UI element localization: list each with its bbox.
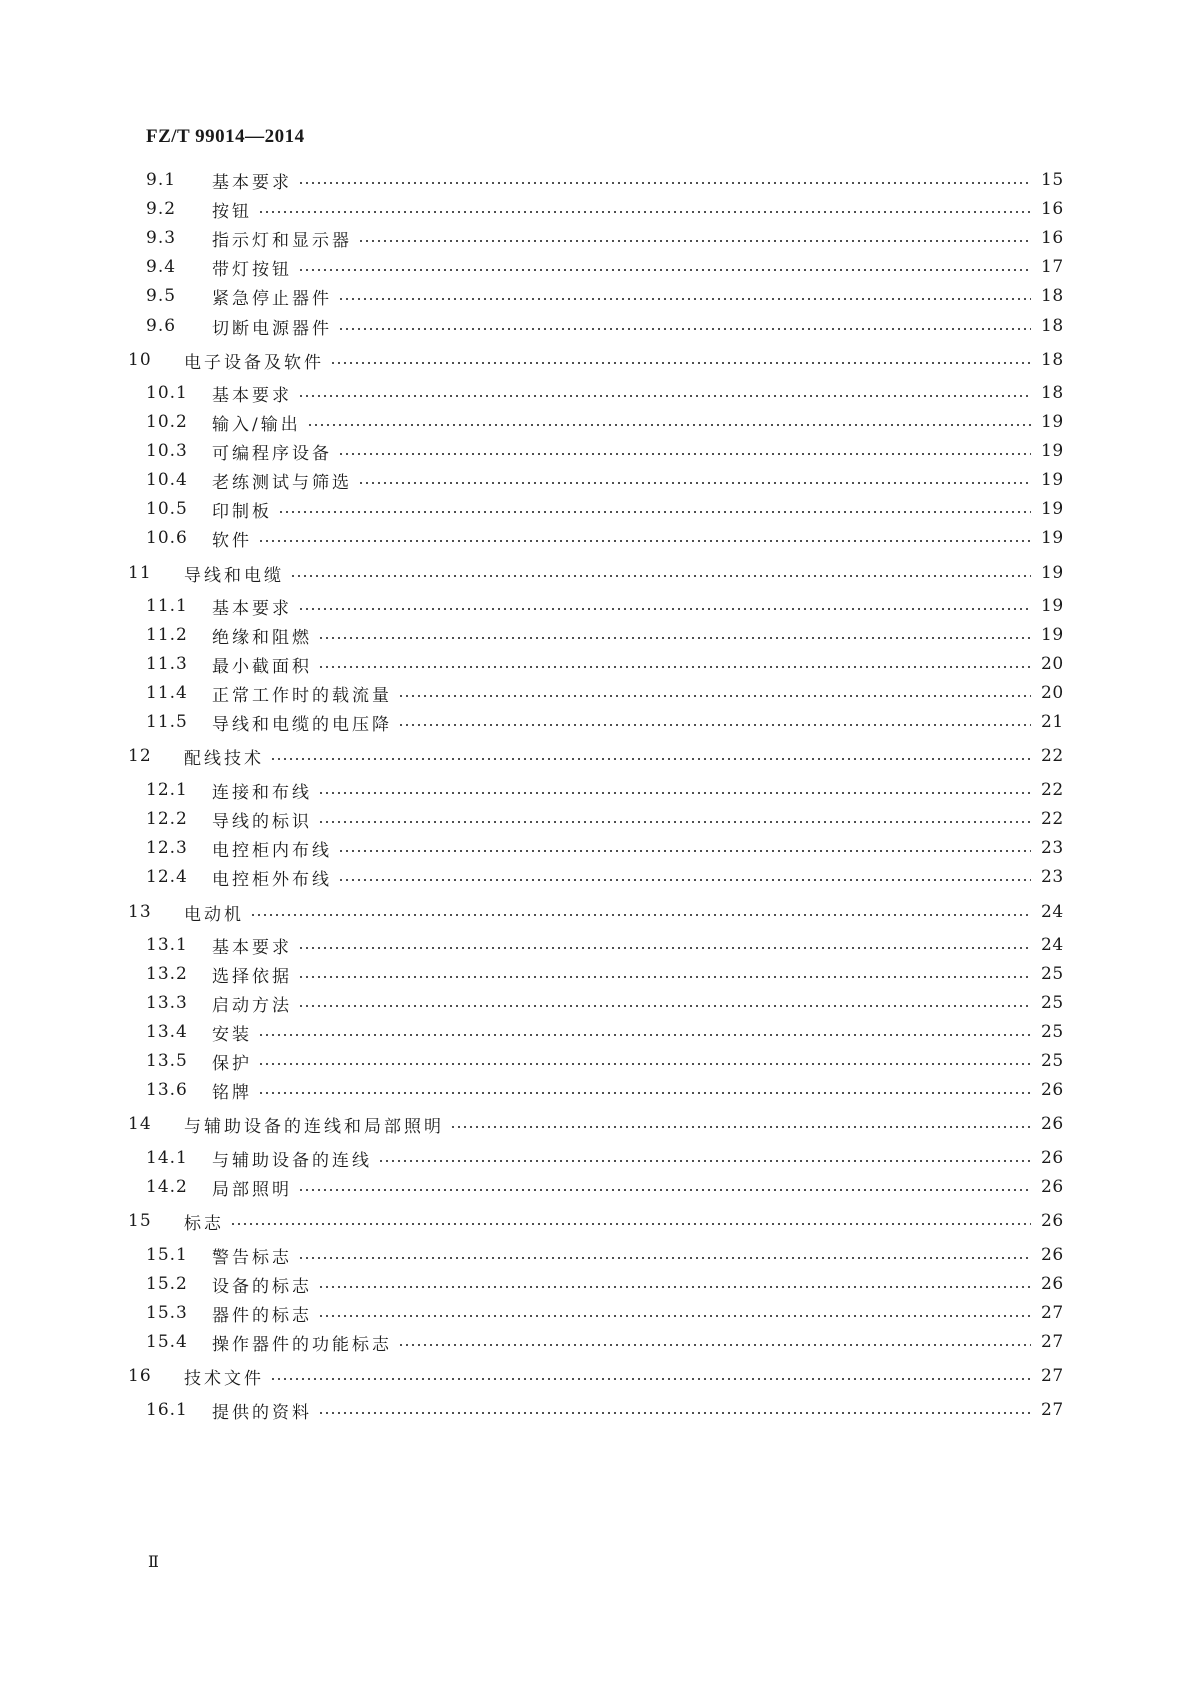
toc-section-entry[interactable] bbox=[146, 254, 1063, 280]
toc-dot-leader bbox=[318, 1286, 1031, 1288]
toc-entry-title: 电子设备及软件 bbox=[184, 352, 324, 373]
toc-dot-leader bbox=[258, 1034, 1031, 1036]
toc-entry-page: 24 bbox=[1041, 902, 1064, 922]
toc-section-entry[interactable] bbox=[146, 467, 1063, 493]
toc-section-entry[interactable] bbox=[146, 593, 1063, 619]
toc-dot-leader bbox=[258, 1063, 1031, 1065]
toc-dot-leader bbox=[258, 540, 1031, 542]
toc-entry-page: 26 bbox=[1041, 1080, 1064, 1100]
toc-entry-title: 设备的标志 bbox=[212, 1276, 312, 1297]
toc-entry-title: 铭牌 bbox=[212, 1082, 252, 1103]
toc-entry-page: 19 bbox=[1041, 441, 1064, 461]
toc-entry-page: 25 bbox=[1041, 993, 1064, 1013]
toc-entry-number: 13.5 bbox=[146, 1051, 188, 1071]
toc-entry-title: 保护 bbox=[212, 1053, 252, 1074]
toc-entry-title: 正常工作时的载流量 bbox=[212, 685, 392, 706]
toc-entry-title: 选择依据 bbox=[212, 966, 292, 987]
toc-section-entry[interactable] bbox=[146, 835, 1063, 861]
toc-entry-page: 26 bbox=[1041, 1211, 1064, 1231]
toc-entry-page: 24 bbox=[1041, 935, 1064, 955]
toc-entry-page: 19 bbox=[1041, 412, 1064, 432]
toc-entry-page: 26 bbox=[1041, 1114, 1064, 1134]
toc-entry-number: 13 bbox=[128, 902, 152, 922]
toc-entry-page: 18 bbox=[1041, 286, 1064, 306]
toc-entry-page: 25 bbox=[1041, 964, 1064, 984]
document-code: FZ/T 99014—2014 bbox=[146, 126, 305, 147]
toc-entry-page: 20 bbox=[1041, 654, 1064, 674]
toc-entry-number: 9.5 bbox=[146, 286, 177, 306]
toc-dot-leader bbox=[270, 758, 1031, 760]
toc-section-entry[interactable] bbox=[146, 438, 1063, 464]
toc-entry-number: 12.3 bbox=[146, 838, 188, 858]
toc-entry-number: 10.2 bbox=[146, 412, 188, 432]
toc-entry-title: 电动机 bbox=[184, 904, 244, 925]
toc-entry-number: 9.1 bbox=[146, 170, 177, 190]
toc-entry-number: 16 bbox=[128, 1366, 152, 1386]
toc-entry-page: 23 bbox=[1041, 838, 1064, 858]
toc-entry-number: 11.4 bbox=[146, 683, 188, 703]
toc-entry-title: 标志 bbox=[184, 1213, 224, 1234]
toc-entry-title: 基本要求 bbox=[212, 172, 292, 193]
toc-entry-title: 与辅助设备的连线 bbox=[212, 1150, 372, 1171]
toc-entry-title: 启动方法 bbox=[212, 995, 292, 1016]
toc-chapter-entry[interactable] bbox=[128, 899, 1063, 925]
toc-section-entry[interactable] bbox=[146, 225, 1063, 251]
toc-entry-number: 9.3 bbox=[146, 228, 177, 248]
toc-entry-page: 26 bbox=[1041, 1148, 1064, 1168]
toc-section-entry[interactable] bbox=[146, 651, 1063, 677]
toc-entry-title: 器件的标志 bbox=[212, 1305, 312, 1326]
toc-entry-page: 22 bbox=[1041, 780, 1064, 800]
toc-entry-title: 指示灯和显示器 bbox=[212, 230, 352, 251]
toc-dot-leader bbox=[318, 1412, 1031, 1414]
toc-dot-leader bbox=[338, 328, 1031, 330]
toc-dot-leader bbox=[230, 1223, 1031, 1225]
toc-section-entry[interactable] bbox=[146, 167, 1063, 193]
toc-dot-leader bbox=[290, 575, 1031, 577]
toc-entry-number: 15 bbox=[128, 1211, 152, 1231]
toc-section-entry[interactable] bbox=[146, 1077, 1063, 1103]
toc-entry-number: 10.5 bbox=[146, 499, 188, 519]
toc-dot-leader bbox=[330, 362, 1031, 364]
toc-entry-number: 9.6 bbox=[146, 316, 177, 336]
toc-section-entry[interactable] bbox=[146, 1242, 1063, 1268]
toc-entry-number: 12.1 bbox=[146, 780, 188, 800]
toc-entry-number: 14.2 bbox=[146, 1177, 188, 1197]
toc-entry-number: 12.2 bbox=[146, 809, 188, 829]
toc-entry-page: 23 bbox=[1041, 867, 1064, 887]
toc-section-entry[interactable] bbox=[146, 1397, 1063, 1423]
toc-entry-page: 22 bbox=[1041, 746, 1064, 766]
toc-entry-number: 11.3 bbox=[146, 654, 188, 674]
toc-entry-title: 印制板 bbox=[212, 501, 272, 522]
toc-dot-leader bbox=[298, 1005, 1031, 1007]
toc-entry-title: 切断电源器件 bbox=[212, 318, 332, 339]
toc-chapter-entry[interactable] bbox=[128, 1363, 1063, 1389]
toc-dot-leader bbox=[318, 666, 1031, 668]
toc-entry-page: 16 bbox=[1041, 199, 1064, 219]
toc-entry-page: 27 bbox=[1041, 1303, 1064, 1323]
toc-section-entry[interactable] bbox=[146, 313, 1063, 339]
toc-entry-number: 10.1 bbox=[146, 383, 188, 403]
toc-entry-page: 27 bbox=[1041, 1332, 1064, 1352]
toc-entry-title: 基本要求 bbox=[212, 598, 292, 619]
toc-entry-number: 9.4 bbox=[146, 257, 177, 277]
toc-entry-page: 19 bbox=[1041, 596, 1064, 616]
toc-entry-number: 13.6 bbox=[146, 1080, 188, 1100]
toc-entry-number: 15.4 bbox=[146, 1332, 188, 1352]
toc-entry-title: 提供的资料 bbox=[212, 1402, 312, 1423]
toc-entry-number: 9.2 bbox=[146, 199, 177, 219]
toc-dot-leader bbox=[298, 1257, 1031, 1259]
toc-entry-page: 19 bbox=[1041, 528, 1064, 548]
toc-entry-title: 导线和电缆 bbox=[184, 565, 284, 586]
toc-section-entry[interactable] bbox=[146, 525, 1063, 551]
toc-dot-leader bbox=[318, 821, 1031, 823]
toc-dot-leader bbox=[358, 240, 1031, 242]
toc-entry-number: 11.1 bbox=[146, 596, 188, 616]
toc-entry-title: 软件 bbox=[212, 530, 252, 551]
toc-entry-title: 按钮 bbox=[212, 201, 252, 222]
toc-dot-leader bbox=[338, 850, 1031, 852]
toc-dot-leader bbox=[318, 792, 1031, 794]
toc-section-entry[interactable] bbox=[146, 806, 1063, 832]
toc-entry-page: 19 bbox=[1041, 625, 1064, 645]
toc-section-entry[interactable] bbox=[146, 1048, 1063, 1074]
toc-entry-page: 19 bbox=[1041, 499, 1064, 519]
toc-entry-page: 15 bbox=[1041, 170, 1064, 190]
toc-entry-page: 27 bbox=[1041, 1400, 1064, 1420]
toc-section-entry[interactable] bbox=[146, 380, 1063, 406]
toc-entry-page: 26 bbox=[1041, 1177, 1064, 1197]
toc-entry-page: 16 bbox=[1041, 228, 1064, 248]
toc-section-entry[interactable] bbox=[146, 1329, 1063, 1355]
toc-entry-number: 11.5 bbox=[146, 712, 188, 732]
toc-entry-number: 13.3 bbox=[146, 993, 188, 1013]
toc-section-entry[interactable] bbox=[146, 777, 1063, 803]
toc-entry-title: 最小截面积 bbox=[212, 656, 312, 677]
toc-entry-title: 局部照明 bbox=[212, 1179, 292, 1200]
toc-dot-leader bbox=[250, 914, 1031, 916]
toc-dot-leader bbox=[338, 879, 1031, 881]
toc-entry-title: 连接和布线 bbox=[212, 782, 312, 803]
toc-dot-leader bbox=[298, 1189, 1031, 1191]
page-number: Ⅱ bbox=[148, 1554, 159, 1571]
toc-entry-number: 10 bbox=[128, 350, 152, 370]
toc-entry-page: 18 bbox=[1041, 350, 1064, 370]
toc-entry-page: 19 bbox=[1041, 470, 1064, 490]
toc-dot-leader bbox=[270, 1378, 1031, 1380]
toc-dot-leader bbox=[298, 182, 1031, 184]
toc-entry-title: 可编程序设备 bbox=[212, 443, 332, 464]
toc-chapter-entry[interactable] bbox=[128, 1208, 1063, 1234]
toc-entry-page: 26 bbox=[1041, 1245, 1064, 1265]
toc-section-entry[interactable] bbox=[146, 680, 1063, 706]
toc-entry-number: 12 bbox=[128, 746, 152, 766]
toc-entry-number: 15.2 bbox=[146, 1274, 188, 1294]
toc-dot-leader bbox=[298, 947, 1031, 949]
toc-entry-title: 与辅助设备的连线和局部照明 bbox=[184, 1116, 444, 1137]
toc-entry-title: 导线和电缆的电压降 bbox=[212, 714, 392, 735]
toc-entry-number: 11.2 bbox=[146, 625, 188, 645]
toc-dot-leader bbox=[398, 695, 1031, 697]
toc-entry-title: 警告标志 bbox=[212, 1247, 292, 1268]
toc-section-entry[interactable] bbox=[146, 709, 1063, 735]
toc-entry-number: 16.1 bbox=[146, 1400, 188, 1420]
toc-dot-leader bbox=[338, 298, 1031, 300]
toc-entry-page: 22 bbox=[1041, 809, 1064, 829]
toc-section-entry[interactable] bbox=[146, 622, 1063, 648]
toc-entry-page: 20 bbox=[1041, 683, 1064, 703]
toc-chapter-entry[interactable] bbox=[128, 1111, 1063, 1137]
toc-dot-leader bbox=[258, 1092, 1031, 1094]
toc-section-entry[interactable] bbox=[146, 1145, 1063, 1171]
toc-section-entry[interactable] bbox=[146, 932, 1063, 958]
toc-entry-number: 13.2 bbox=[146, 964, 188, 984]
toc-chapter-entry[interactable] bbox=[128, 743, 1063, 769]
toc-dot-leader bbox=[318, 1315, 1031, 1317]
toc-section-entry[interactable] bbox=[146, 409, 1063, 435]
toc-entry-number: 10.3 bbox=[146, 441, 188, 461]
toc-entry-number: 15.1 bbox=[146, 1245, 188, 1265]
toc-entry-number: 13.4 bbox=[146, 1022, 188, 1042]
toc-entry-title: 技术文件 bbox=[184, 1368, 264, 1389]
toc-entry-number: 13.1 bbox=[146, 935, 188, 955]
toc-dot-leader bbox=[278, 511, 1031, 513]
toc-entry-title: 绝缘和阻燃 bbox=[212, 627, 312, 648]
toc-entry-number: 10.4 bbox=[146, 470, 188, 490]
toc-dot-leader bbox=[398, 724, 1031, 726]
toc-entry-page: 18 bbox=[1041, 316, 1064, 336]
toc-entry-title: 基本要求 bbox=[212, 937, 292, 958]
toc-dot-leader bbox=[398, 1344, 1031, 1346]
toc-entry-title: 电控柜外布线 bbox=[212, 869, 332, 890]
toc-entry-page: 27 bbox=[1041, 1366, 1064, 1386]
toc-section-entry[interactable] bbox=[146, 283, 1063, 309]
toc-section-entry[interactable] bbox=[146, 864, 1063, 890]
toc-chapter-entry[interactable] bbox=[128, 347, 1063, 373]
toc-entry-page: 21 bbox=[1041, 712, 1064, 732]
toc-entry-number: 11 bbox=[128, 563, 152, 583]
toc-dot-leader bbox=[450, 1126, 1031, 1128]
toc-entry-number: 12.4 bbox=[146, 867, 188, 887]
toc-section-entry[interactable] bbox=[146, 1174, 1063, 1200]
toc-entry-title: 基本要求 bbox=[212, 385, 292, 406]
toc-dot-leader bbox=[258, 211, 1031, 213]
toc-entry-number: 14 bbox=[128, 1114, 152, 1134]
toc-entry-number: 10.6 bbox=[146, 528, 188, 548]
toc-entry-title: 紧急停止器件 bbox=[212, 288, 332, 309]
toc-dot-leader bbox=[298, 608, 1031, 610]
toc-dot-leader bbox=[358, 482, 1031, 484]
toc-dot-leader bbox=[318, 637, 1031, 639]
toc-entry-number: 15.3 bbox=[146, 1303, 188, 1323]
toc-entry-page: 26 bbox=[1041, 1274, 1064, 1294]
toc-entry-title: 安装 bbox=[212, 1024, 252, 1045]
toc-entry-title: 带灯按钮 bbox=[212, 259, 292, 280]
toc-section-entry[interactable] bbox=[146, 1019, 1063, 1045]
toc-entry-title: 配线技术 bbox=[184, 748, 264, 769]
toc-entry-title: 老练测试与筛选 bbox=[212, 472, 352, 493]
toc-dot-leader bbox=[298, 395, 1031, 397]
toc-entry-page: 25 bbox=[1041, 1022, 1064, 1042]
toc-section-entry[interactable] bbox=[146, 1271, 1063, 1297]
toc-dot-leader bbox=[338, 453, 1031, 455]
toc-dot-leader bbox=[378, 1160, 1031, 1162]
toc-entry-title: 导线的标识 bbox=[212, 811, 312, 832]
toc-entry-page: 19 bbox=[1041, 563, 1064, 583]
toc-entry-title: 输入/输出 bbox=[212, 414, 301, 435]
toc-entry-number: 14.1 bbox=[146, 1148, 188, 1168]
toc-dot-leader bbox=[298, 269, 1031, 271]
toc-entry-title: 操作器件的功能标志 bbox=[212, 1334, 392, 1355]
toc-section-entry[interactable] bbox=[146, 196, 1063, 222]
toc-section-entry[interactable] bbox=[146, 961, 1063, 987]
toc-section-entry[interactable] bbox=[146, 1300, 1063, 1326]
toc-entry-title: 电控柜内布线 bbox=[212, 840, 332, 861]
toc-entry-page: 17 bbox=[1041, 257, 1064, 277]
toc-chapter-entry[interactable] bbox=[128, 560, 1063, 586]
toc-entry-page: 18 bbox=[1041, 383, 1064, 403]
toc-dot-leader bbox=[307, 424, 1031, 426]
toc-section-entry[interactable] bbox=[146, 496, 1063, 522]
toc-section-entry[interactable] bbox=[146, 990, 1063, 1016]
toc-dot-leader bbox=[298, 976, 1031, 978]
toc-entry-page: 25 bbox=[1041, 1051, 1064, 1071]
